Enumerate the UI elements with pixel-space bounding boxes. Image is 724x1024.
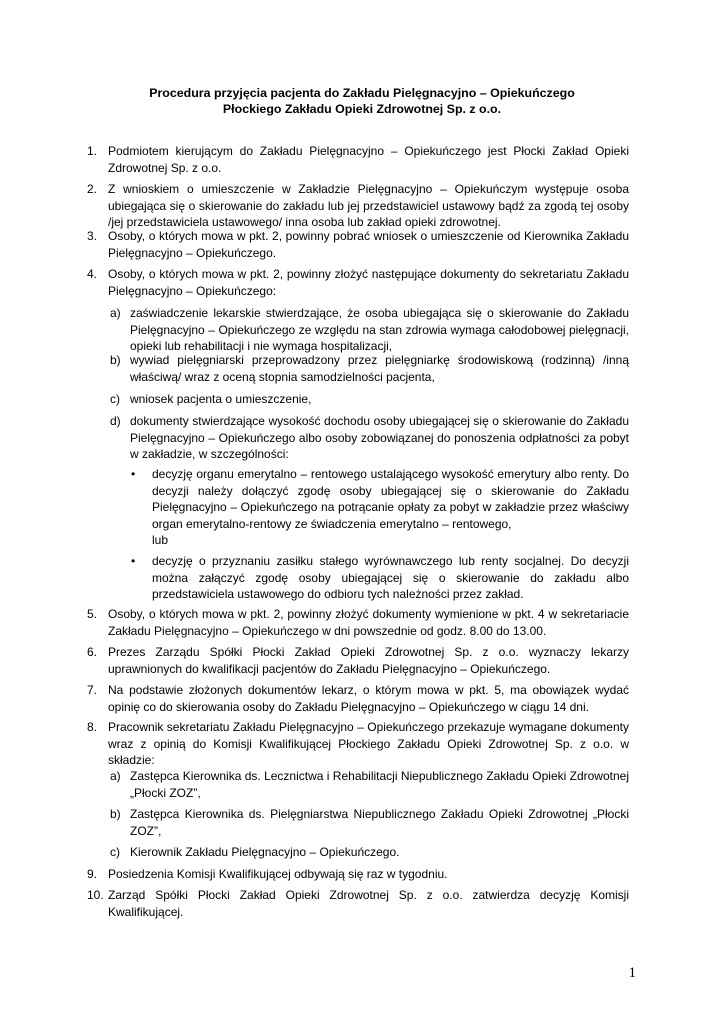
sub-item-text: Zastępca Kierownika ds. Pielęgniarstwa Niepublicznego Zakładu Opieki Zdrowotnej „Płocki ZOZ”, xyxy=(130,807,629,838)
item-number: 2. xyxy=(87,182,98,196)
sub-item-label: d) xyxy=(110,414,121,428)
connector-text: lub xyxy=(152,533,169,547)
item-number: 3. xyxy=(87,229,98,243)
bullet-item xyxy=(131,466,629,532)
sub-list-item xyxy=(110,413,629,463)
sub-item-text: zaświadczenie lekarskie stwierdzające, że osoba ubiegająca się o skierowanie do Zakładu Pielęgnacyjno – Opiekuńczego ze względu na stan zdrowia wymaga całodobowej pielęgnacji, opieki lub rehabilitacji i nie wymaga hospitalizacji, xyxy=(130,306,629,353)
title-line-1: Procedura przyjęcia pacjenta do Zakładu Pielęgnacyjno – Opiekuńczego xyxy=(149,86,575,100)
sub-item-text: dokumenty stwierdzające wysokość dochodu osoby ubiegającej się o skierowanie do Zakładu Pielęgnacyjno – Opiekuńczego albo osoby zobowiązanej do ponoszenia odpłatności za pobyt w zakładzie, w szczególności: xyxy=(130,414,629,461)
list-item xyxy=(87,143,629,176)
sub-list-item xyxy=(110,844,629,861)
list-item xyxy=(87,644,629,677)
bullet-item xyxy=(131,553,629,603)
list-item xyxy=(87,228,629,261)
bullet-icon: • xyxy=(131,467,136,481)
sub-list-item xyxy=(110,305,629,355)
item-text: Pracownik sekretariatu Zakładu Pielęgnacyjno – Opiekuńczego przekazuje wymagane dokumenty wraz z opinią do Komisji Kwalifikującej Płockiego Zakładu Opieki Zdrowotnej Sp. z o.o. w składzie: xyxy=(108,720,629,767)
list-item xyxy=(87,606,629,639)
page-title xyxy=(90,85,634,117)
sub-item-text: wniosek pacjenta o umieszczenie, xyxy=(130,392,312,406)
item-number: 9. xyxy=(87,867,98,881)
list-item xyxy=(87,266,629,299)
sub-list-item xyxy=(110,806,629,839)
sub-list-item xyxy=(110,391,629,408)
item-text: Na podstawie złożonych dokumentów lekarz, o którym mowa w pkt. 5, ma obowiązek wydać opinię co do skierowania osoby do Zakładu Pielęgnacyjno – Opiekuńczego w ciągu 14 dni. xyxy=(108,683,629,714)
item-number: 4. xyxy=(87,267,98,281)
sub-list-item xyxy=(110,768,629,801)
item-number: 10. xyxy=(87,888,104,902)
item-text: Z wnioskiem o umieszczenie w Zakładzie Pielęgnacyjno – Opiekuńczym występuje osoba ubiegająca się o skierowanie do zakładu lub jej przedstawiciel ustawowy bądź za zgodą tej osoby /jej przedstawiciela ustawowego/ inna osoba lub zakład opieki zdrowotnej. xyxy=(108,182,629,229)
sub-item-label: b) xyxy=(110,807,121,821)
list-item xyxy=(87,682,629,715)
item-text: Osoby, o których mowa w pkt. 2, powinny złożyć następujące dokumenty do sekretariatu Zakładu Pielęgnacyjno – Opiekuńczego: xyxy=(108,267,629,298)
item-text: Osoby, o których mowa w pkt. 2, powinny złożyć dokumenty wymienione w pkt. 4 w sekretariacie Zakładu Pielęgnacyjno – Opiekuńczego w dni powszednie od godz. 8.00 do 13.00. xyxy=(108,607,629,638)
list-item xyxy=(87,866,629,883)
sub-item-text: wywiad pielęgniarski przeprowadzony przez pielęgniarkę środowiskową (rodzinną) /inną właściwą/ wraz z oceną stopnia samodzielności pacjenta, xyxy=(130,353,629,384)
sub-item-label: c) xyxy=(110,392,120,406)
item-number: 5. xyxy=(87,607,98,621)
sub-item-label: c) xyxy=(110,845,120,859)
title-line-2: Płockiego Zakładu Opieki Zdrowotnej Sp. z o.o. xyxy=(222,102,502,116)
item-text: Osoby, o których mowa w pkt. 2, powinny pobrać wniosek o umieszczenie od Kierownika Zakładu Pielęgnacyjno – Opiekuńczego. xyxy=(108,229,629,260)
page-number: 1 xyxy=(628,965,636,981)
item-number: 8. xyxy=(87,720,98,734)
item-number: 7. xyxy=(87,683,98,697)
item-text: Posiedzenia Komisji Kwalifikującej odbywają się raz w tygodniu. xyxy=(108,867,448,881)
item-number: 6. xyxy=(87,645,98,659)
sub-item-label: a) xyxy=(110,306,121,320)
list-item xyxy=(87,719,629,769)
list-item xyxy=(87,181,629,231)
item-number: 1. xyxy=(87,144,98,158)
bullet-icon: • xyxy=(131,554,136,568)
sub-item-text: Zastępca Kierownika ds. Lecznictwa i Rehabilitacji Niepublicznego Zakładu Opieki Zdrowotnej „Płocki ZOZ”, xyxy=(130,769,629,800)
sub-item-label: b) xyxy=(110,353,121,367)
item-text: Zarząd Spółki Płocki Zakład Opieki Zdrowotnej Sp. z o.o. zatwierdza decyzję Komisji Kwalifikującej. xyxy=(108,888,629,919)
bullet-text: decyzję o przyznaniu zasiłku stałego wyrównawczego lub renty socjalnej. Do decyzji można załączyć zgodę osoby ubiegającej się o skierowanie do zakładu albo przedstawiciela ustawowego do odbioru tych należności przez zakład. xyxy=(152,554,629,601)
sub-item-text: Kierownik Zakładu Pielęgnacyjno – Opiekuńczego. xyxy=(130,845,400,859)
item-text: Prezes Zarządu Spółki Płocki Zakład Opieki Zdrowotnej Sp. z o.o. wyznaczy lekarzy uprawnionych do kwalifikacji pacjentów do Zakładu Pielęgnacyjno – Opiekuńczego. xyxy=(108,645,629,676)
bullet-text: decyzję organu emerytalno – rentowego ustalającego wysokość emerytury albo renty. Do decyzji należy dołączyć zgodę osoby ubiegającej się o skierowanie do Zakładu Pielęgnacyjno – Opiekuńczego na potrącanie opłaty za pobyt w zakładzie przez właściwy organ emerytalno-rentowy ze świadczenia emerytalno – rentowego, xyxy=(152,467,629,531)
sub-item-label: a) xyxy=(110,769,121,783)
sub-list-item xyxy=(110,352,629,385)
item-text: Podmiotem kierującym do Zakładu Pielęgnacyjno – Opiekuńczego jest Płocki Zakład Opieki Zdrowotnej Sp. z o.o. xyxy=(108,144,629,175)
list-item xyxy=(87,887,629,920)
